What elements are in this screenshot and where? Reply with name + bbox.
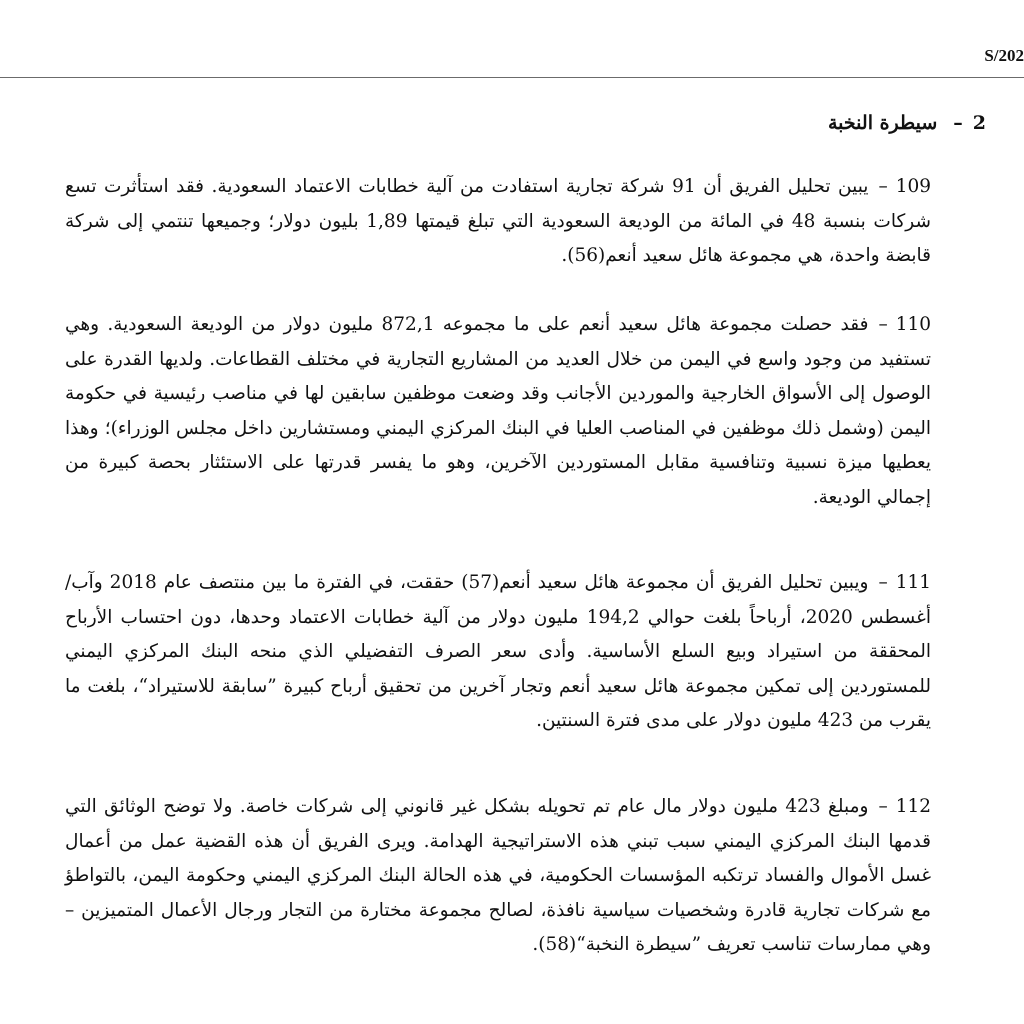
paragraph-dash: – xyxy=(878,176,888,197)
document-symbol: S/202 xyxy=(984,46,1024,65)
paragraph-text: يبين تحليل الفريق أن 91 شركة تجارية استفادت من آلية خطابات الاعتماد السعودية. فقد استأثرت تسع شركات بنسبة 48 في المائة من الوديعة السعودية التي تبلغ قيمتها 1,89 بليون دولار؛ وجميعها تنتمي إلى شركة قابضة واحدة، هي مجموعة هائل سعيد أنعم(56). xyxy=(65,176,931,266)
section-number: 2 xyxy=(972,112,986,134)
paragraph-text: ومبلغ 423 مليون دولار مال عام تم تحويله بشكل غير قانوني إلى شركات خاصة. ولا توضح الوثائق التي قدمها البنك المركزي اليمني سبب تبني هذه الاستراتيجية الهدامة. ويرى الفريق أن هذه القضية عمل من أعمال غسل الأموال والفساد ترتكبه المؤسسات الحكومية، في هذه الحالة البنك المركزي اليمني وحكومة اليمن، بالتواطؤ مع شركات تجارية قادرة وشخصيات سياسية نافذة، لصالح مجموعة مختارة من التجار ورجال الأعمال المتميزين – وهي ممارسات تناسب تعريف ”سيطرة النخبة“(58). xyxy=(65,796,931,955)
paragraph-number: 111 xyxy=(895,572,931,593)
header-rule xyxy=(0,77,1024,78)
section-title: سيطرة النخبة xyxy=(827,112,938,134)
paragraph-109 xyxy=(65,170,931,274)
paragraph-number: 110 xyxy=(895,314,931,335)
paragraph-110 xyxy=(65,308,931,515)
paragraph-dash: – xyxy=(878,572,888,593)
paragraph-number: 109 xyxy=(895,176,931,197)
paragraph-111 xyxy=(65,566,931,739)
paragraph-dash: – xyxy=(878,314,888,335)
section-dash: – xyxy=(953,112,963,134)
paragraph-text: ويبين تحليل الفريق أن مجموعة هائل سعيد أنعم(57) حققت، في الفترة ما بين منتصف عام 2018 وآب/أغسطس 2020، أرباحاً بلغت حوالي 194,2 مليون دولار من آلية خطابات الاعتماد وحدها، دون احتساب الأرباح المحققة من استيراد وبيع السلع الأساسية. وأدى سعر الصرف التفضيلي الذي منحه البنك المركزي اليمني للمستوردين إلى تمكين مجموعة هائل سعيد أنعم وتجار آخرين من تحقيق أرباح كبيرة ”سابقة للاستيراد“، بلغت ما يقرب من 423 مليون دولار على مدى فترة السنتين. xyxy=(65,572,932,731)
section-heading xyxy=(828,112,986,134)
paragraph-112 xyxy=(65,790,931,963)
paragraph-number: 112 xyxy=(895,796,932,817)
paragraph-dash: – xyxy=(878,796,888,817)
paragraph-text: فقد حصلت مجموعة هائل سعيد أنعم على ما مجموعه 872,1 مليون دولار من الوديعة السعودية. وهي تستفيد من وجود واسع في اليمن من خلال العديد من المشاريع التجارية في مختلف القطاعات. ولديها القدرة على الوصول إلى الأسواق الخارجية والموردين الأجانب وقد وضعت موظفين سابقين لها في مناصب رئيسية في حكومة اليمن (وشمل ذلك موظفين في المناصب العليا في البنك المركزي اليمني ومستشارين داخل مجلس الوزراء)؛ وهذا يعطيها ميزة نسبية وتنافسية مقابل المستوردين الآخرين، وهو ما يفسر قدرتها على الاستئثار بحصة كبيرة من إجمالي الوديعة. xyxy=(65,314,931,508)
